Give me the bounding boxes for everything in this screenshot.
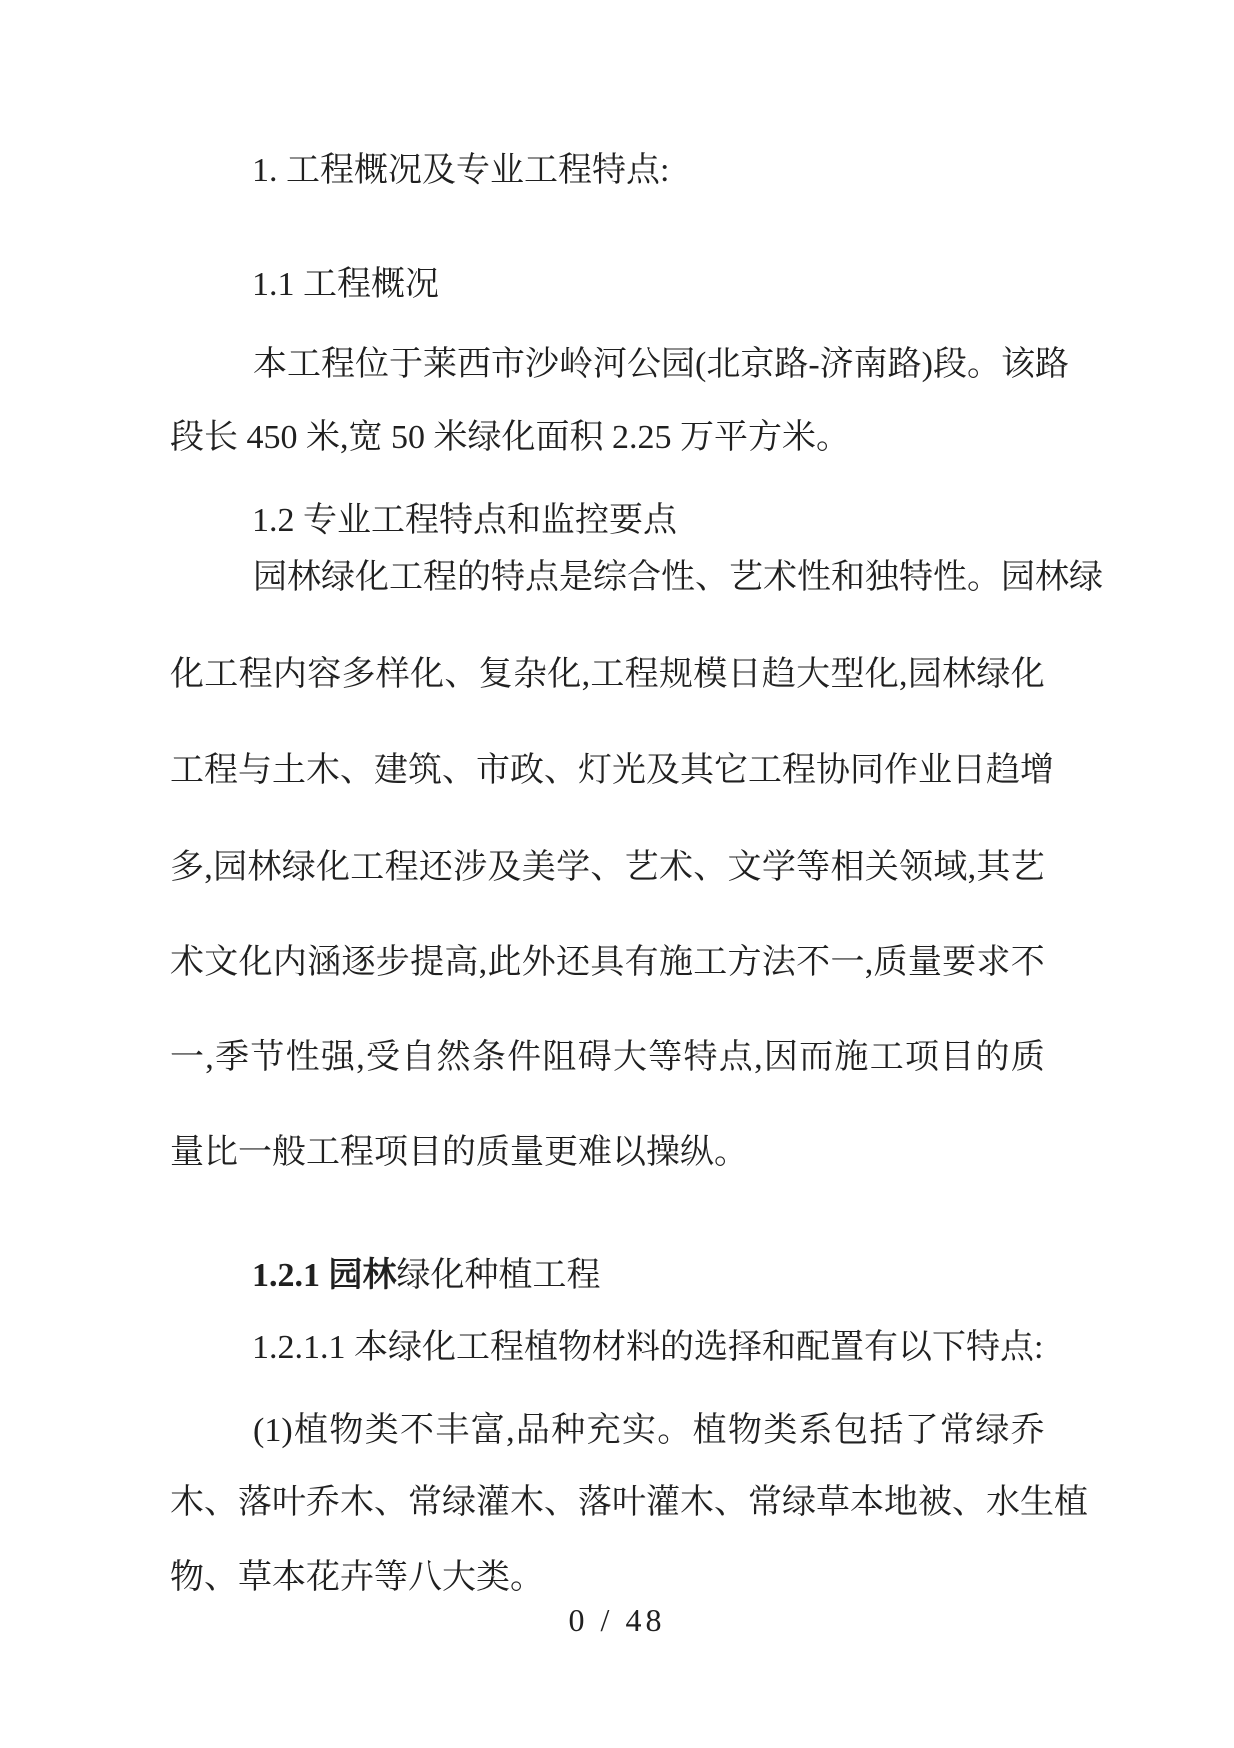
paragraph-features-line: 园 林 绿 化 工 程 的 特 点 是 综 合 性 、 艺 术 性 和 独 特 性 。 园 林 绿 [253, 559, 1103, 596]
heading-1: 1. 工程概况及专业工程特点: [252, 152, 670, 189]
paragraph-overview-line: 段长 450 米,宽 50 米绿化面积 2.25 万平方米。 [170, 419, 850, 456]
heading-1-1: 1.1 工程概况 [252, 266, 439, 303]
paragraph-plants-line: (1) 植 物 类 不 丰 富 , 品 种 充 实 。 植 物 类 系 包 括 了 常 绿 乔 [253, 1412, 1045, 1449]
paragraph-overview-line: 本 工 程 位 于 莱 西 市 沙 岭 河 公 园 ( 北 京 路 - 济 南 路 ) 段 。 该 路 [253, 346, 1069, 383]
paragraph-plants-line: 物、草本花卉等八大类。 [170, 1559, 544, 1596]
heading-1-2-1-regular-run: 绿化种植工程 [396, 1257, 601, 1294]
heading-1-2-1-bold-run: 1.2.1 园林 [252, 1257, 397, 1294]
paragraph-features-line: 工 程 与 土 木 、 建 筑 、 市 政 、 灯 光 及 其 它 工 程 协 同 作 业 日 趋 增 [170, 752, 1054, 789]
page-number: 0 / 48 [568, 1602, 666, 1638]
paragraph-features-line: 术 文 化 内 涵 逐 步 提 高 , 此 外 还 具 有 施 工 方 法 不 一 , 质 量 要 求 不 [170, 944, 1045, 981]
paragraph-features-line: 化 工 程 内 容 多 样 化 、 复 杂 化 , 工 程 规 模 日 趋 大 型 化 , 园 林 绿 化 [170, 656, 1045, 693]
heading-1-2: 1.2 专业工程特点和监控要点 [252, 502, 677, 539]
paragraph-features-line: 量比一般工程项目的质量更难以操纵。 [170, 1134, 748, 1171]
paragraph-plants-line: 木 、 落 叶 乔 木 、 常 绿 灌 木 、 落 叶 灌 木 、 常 绿 草 本 地 被 、 水 生 植 [170, 1484, 1088, 1521]
paragraph-features-line: 多 , 园 林 绿 化 工 程 还 涉 及 美 学 、 艺 术 、 文 学 等 相 关 领 域 , 其 艺 [170, 849, 1045, 886]
paragraph-features-line: 一 , 季 节 性 强 , 受 自 然 条 件 阻 碍 大 等 特 点 , 因 而 施 工 项 目 的 质 [170, 1039, 1045, 1076]
heading-1-2-1-1: 1.2.1.1 本绿化工程植物材料的选择和配置有以下特点: [252, 1329, 1044, 1366]
heading-1-2-1 [252, 1254, 601, 1298]
